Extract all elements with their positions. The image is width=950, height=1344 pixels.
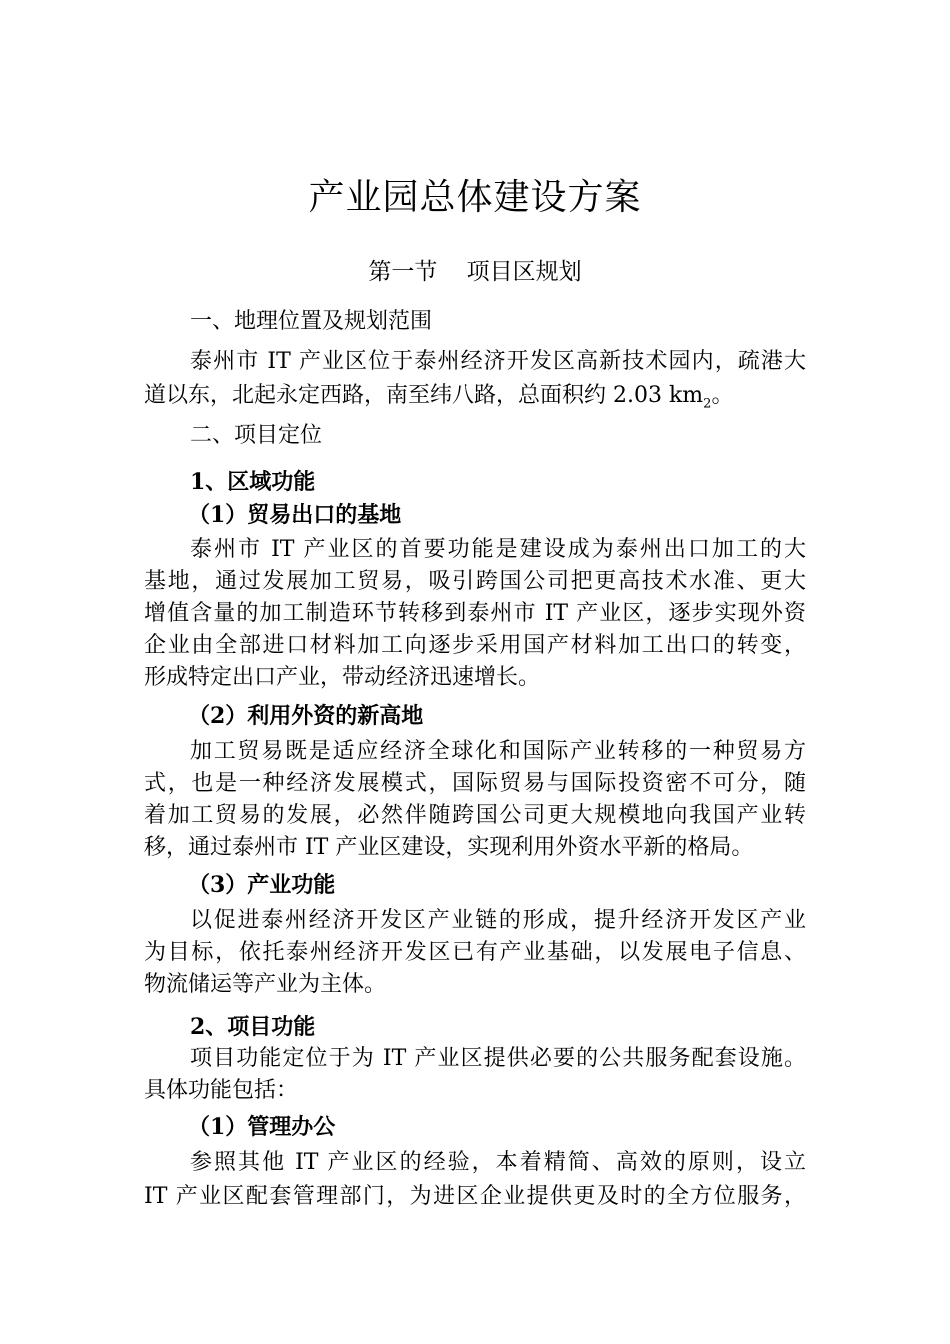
paragraph-line: 着加工贸易的发展，必然伴随跨国公司更大规模地向我国产业转 <box>144 803 806 828</box>
paragraph-line: 以促进泰州经济开发区产业链的形成，提升经济开发区产业 <box>190 908 806 933</box>
subheading-foreign-investment: （2）利用外资的新高地 <box>188 703 424 729</box>
subheading-export-base: （1）贸易出口的基地 <box>188 502 402 528</box>
paragraph-line: 参照其他 IT 产业区的经验，本着精简、高效的原则，设立 <box>190 1150 806 1175</box>
paragraph-line: 企业由全部进口材料加工向逐步采用国产材料加工出口的转变， <box>144 633 806 658</box>
heading-location: 一、地理位置及规划范围 <box>190 309 433 334</box>
paragraph-line: 形成特定出口产业，带动经济迅速增长。 <box>144 665 541 690</box>
paragraph-line: 式，也是一种经济发展模式，国际贸易与国际投资密不可分，随 <box>144 771 806 796</box>
paragraph-line: 增值含量的加工制造环节转移到泰州市 IT 产业区，逐步实现外资 <box>144 601 806 626</box>
paragraph-line: 加工贸易既是适应经济全球化和国际产业转移的一种贸易方 <box>190 739 806 764</box>
paragraph-line: 基地，通过发展加工贸易，吸引跨国公司把更高技术水准、更大 <box>144 569 806 594</box>
subheading-management-office: （1）管理办公 <box>188 1114 336 1140</box>
subheading-regional-function: 1、区域功能 <box>190 469 316 495</box>
paragraph-line: IT 产业区配套管理部门，为进区企业提供更及时的全方位服务， <box>144 1184 806 1209</box>
paragraph-line: 项目功能定位于为 IT 产业区提供必要的公共服务配套设施。 <box>190 1046 806 1071</box>
paragraph-line: 移，通过泰州市 IT 产业区建设，实现利用外资水平新的格局。 <box>144 835 754 860</box>
document-title: 产业园总体建设方案 <box>308 177 642 218</box>
paragraph-line: 道以东，北起永定西路，南至纬八路，总面积约 2.03 $km_2$。 <box>144 383 734 412</box>
subheading-industry-function: （3）产业功能 <box>188 872 336 898</box>
paragraph-line: 为目标，依托泰州经济开发区已有产业基础，以发展电子信息、 <box>144 940 806 965</box>
paragraph-line: 泰州市 IT 产业区的首要功能是建设成为泰州出口加工的大 <box>190 537 806 562</box>
subheading-project-function: 2、项目功能 <box>190 1014 316 1040</box>
paragraph-line: 物流储运等产业为主体。 <box>144 972 387 997</box>
paragraph-line: 具体功能包括： <box>144 1078 299 1103</box>
heading-positioning: 二、项目定位 <box>190 423 323 448</box>
section-title: 第一节 项目区规划 <box>368 259 582 285</box>
paragraph-line: 泰州市 IT 产业区位于泰州经济开发区高新技术园内，疏港大 <box>190 349 806 374</box>
